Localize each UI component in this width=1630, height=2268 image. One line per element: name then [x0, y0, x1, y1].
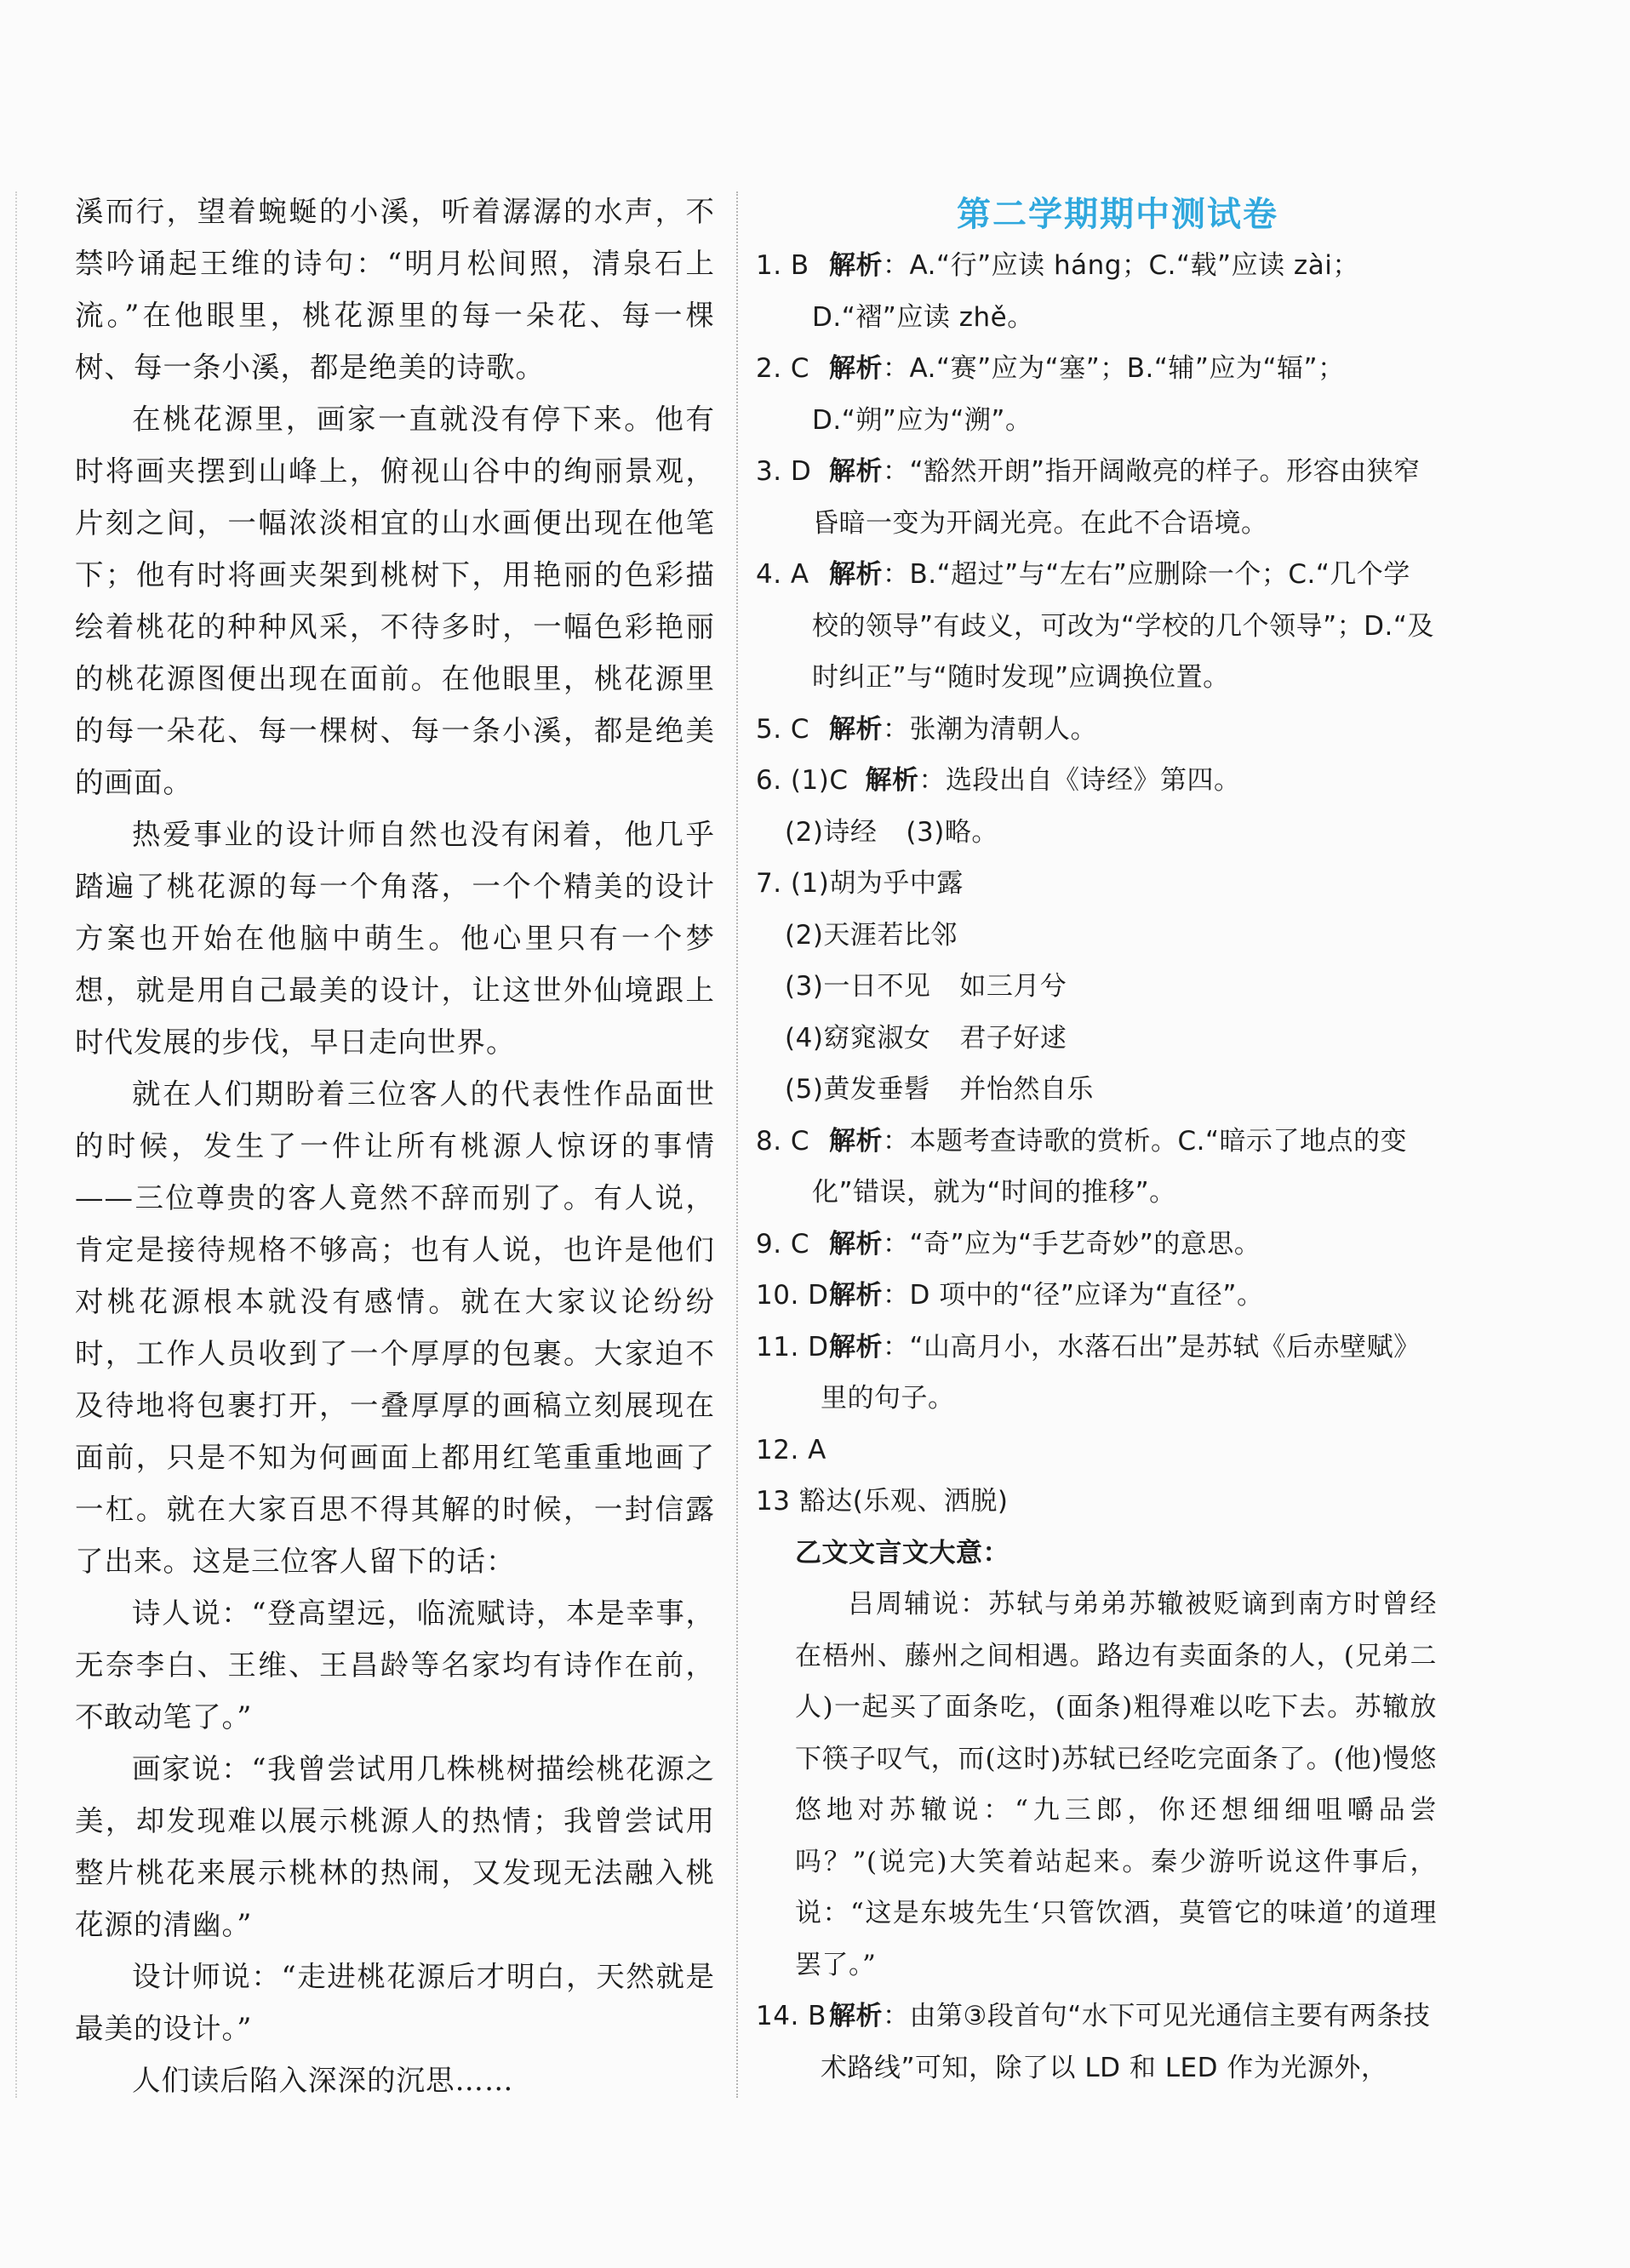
answer-body	[821, 1991, 1437, 2094]
answer-body	[812, 240, 1437, 343]
answer-number: 10. D	[756, 1280, 829, 1311]
paragraph: 就在人们期盼着三位客人的代表性作品面世的时候，发生了一件让所有桃源人惊讶的事情——三位尊贵的客人竟然不辞而别了。有人说，肯定是接待规格不够高；也有人说，也许是他们对桃花源根本就没有感情。就在大家议论纷纷时，工作人员收到了一个厚厚的包裹。大家迫不及待地将包裹打开，一叠厚厚的画稿立刻展现在面前，只是不知为何画面上都用红笔重重地画了一杠。就在大家百思不得其解的时候，一封信露了出来。这是三位客人留下的话：	[75, 1077, 715, 1578]
answer-item	[756, 858, 1437, 910]
answer-item	[756, 549, 1437, 704]
left-column-text	[75, 186, 715, 2106]
analysis-tag: 解析	[829, 250, 883, 281]
answer-number: 2. C	[756, 353, 810, 384]
answer-body	[812, 1219, 1437, 1271]
answer-body	[849, 755, 1438, 807]
answer-number: 9. C	[756, 1228, 810, 1260]
analysis-text: ：张潮为清朝人。	[883, 713, 1097, 745]
answer-item	[756, 1270, 1437, 1322]
analysis-text: ：D 项中的“径”应译为“直径”。	[883, 1280, 1264, 1311]
paragraph: 画家说：“我曾尝试用几株桃树描绘桃花源之美，却发现难以展示桃源人的热情；我曾尝试用整片桃花来展示桃林的热闹，又发现无法融入桃花源的清幽。”	[75, 1752, 715, 1941]
analysis-tag: 解析	[865, 765, 919, 796]
column-divider	[736, 191, 738, 2098]
analysis-tag: 解析	[829, 353, 883, 384]
answer-number: 12. A	[756, 1434, 826, 1465]
answer-body	[821, 1322, 1437, 1425]
sub-answer-text: (5)黄发垂髫	[785, 1074, 931, 1105]
analysis-tag: 解析	[829, 1280, 883, 1311]
answer-body	[812, 446, 1437, 549]
analysis-text: ：选段出自《诗经》第四。	[918, 765, 1241, 796]
answer-number: 11. D	[756, 1331, 829, 1363]
answer-number: 6. (1)C	[756, 765, 849, 796]
sub-answer-text: (3)一日不见	[785, 971, 931, 1002]
answer-body	[812, 549, 1437, 704]
sub-answer-text: (4)窈窕淑女	[785, 1022, 931, 1054]
analysis-tag: 解析	[829, 713, 883, 745]
analysis-tag: 解析	[829, 1331, 883, 1363]
analysis-text: ：“奇”应为“手艺奇妙”的意思。	[883, 1228, 1261, 1260]
answer-number: 14. B	[756, 2001, 826, 2031]
answer-item	[756, 240, 1437, 343]
paragraph: 诗人说：“登高望远，临流赋诗，本是幸事，无奈李白、王维、王昌龄等名家均有诗作在前，不敢动笔了。”	[75, 1597, 715, 1734]
paragraph: 热爱事业的设计师自然也没有闲着，他几乎踏遍了桃花源的每一个角落，一个个精美的设计方案也开始在他脑中萌生。他心里只有一个梦想，就是用自己最美的设计，让这世外仙境跟上时代发展的步伐，早日走向世界。	[75, 818, 715, 1059]
sub-answer	[756, 807, 1437, 859]
analysis-text: ：本题考查诗歌的赏析。C.“暗示了地点的变化”错误，就为“时间的推移”。	[812, 1125, 1408, 1208]
answer-body	[821, 1270, 1437, 1322]
answer-number: 1. B	[756, 250, 809, 281]
translation-paragraph: 吕周辅说：苏轼与弟弟苏辙被贬谪到南方时曾经在梧州、藤州之间相遇。路边有卖面条的人，(兄弟二人)一起买了面条吃，(面条)粗得难以吃下去。苏辙放下筷子叹气，而(这时)苏轼已经吃完面条了。(他)慢悠悠地对苏辙说：“九三郎，你还想细细咀嚼品尝吗？”(说完)大笑着站起来。秦少游听说这件事后，说：“这是东坡先生‘只管饮酒，莫管它的味道’的道理罢了。”	[795, 1589, 1437, 1980]
page-edge-line	[15, 191, 17, 2098]
paragraph: 在桃花源里，画家一直就没有停下来。他有时将画夹摆到山峰上，俯视山谷中的绚丽景观，片刻之间，一幅浓淡相宜的山水画便出现在他笔下；他有时将画夹架到桃树下，用艳丽的色彩描绘着桃花的种种风采，不待多时，一幅色彩艳丽的桃花源图便出现在面前。在他眼里，桃花源里的每一朵花、每一棵树、每一条小溪，都是绝美的画面。	[75, 403, 715, 799]
sub-answer-text: 君子好逑	[959, 1022, 1067, 1054]
answer-number: 13 豁达(乐观、洒脱)	[756, 1486, 1009, 1517]
answer-item	[756, 1425, 1437, 1477]
analysis-tag: 解析	[829, 1125, 883, 1157]
translation-heading: 乙文文言文大意：	[795, 1537, 1009, 1568]
answer-item	[756, 1322, 1437, 1425]
analysis-tag: 解析	[829, 559, 883, 590]
paragraph: 溪而行，望着蜿蜒的小溪，听着潺潺的水声，不禁吟诵起王维的诗句：“明月松间照，清泉石上流。”在他眼里，桃花源里的每一朵花、每一棵树、每一条小溪，都是绝美的诗歌。	[75, 195, 715, 384]
answer-body	[812, 704, 1437, 756]
sub-answer-text: (3)略。	[906, 816, 998, 848]
answer-number: 7. (1)胡为乎中露	[756, 868, 964, 899]
answer-number: 3. D	[756, 456, 812, 487]
analysis-text: ：A.“行”应读 háng；C.“载”应读 zài；D.“褶”应读 zhě。	[812, 250, 1359, 333]
analysis-text: ：由第③段首句“水下可见光通信主要有两条技术路线”可知，除了以 LD 和 LED 作为光源外，	[821, 2001, 1431, 2083]
answer-number: 8. C	[756, 1125, 810, 1157]
sub-answer	[756, 961, 1437, 1013]
sub-answer	[756, 1013, 1437, 1065]
sub-answer-text: 如三月兮	[959, 971, 1067, 1002]
sub-answer	[756, 1064, 1437, 1116]
answer-item	[756, 1219, 1437, 1271]
answer-item	[756, 755, 1437, 807]
analysis-text: ：B.“超过”与“左右”应删除一个；C.“几个学校的领导”有歧义，可改为“学校的几个领导”；D.“及时纠正”与“随时发现”应调换位置。	[812, 559, 1434, 693]
right-column-answers	[756, 189, 1437, 2094]
sub-answer-text: 并怡然自乐	[959, 1074, 1094, 1105]
answer-item	[756, 1476, 1437, 1528]
answer-number: 4. A	[756, 559, 809, 590]
answer-item	[756, 704, 1437, 756]
sub-answer: (2)天涯若比邻	[785, 919, 958, 951]
analysis-text: ：“山高月小，水落石出”是苏轼《后赤壁赋》里的句子。	[821, 1331, 1421, 1414]
analysis-tag: 解析	[829, 456, 883, 487]
analysis-text: ：A.“赛”应为“塞”；B.“辅”应为“辐”；D.“朔”应为“溯”。	[812, 353, 1345, 436]
analysis-tag: 解析	[829, 2001, 883, 2031]
analysis-tag: 解析	[829, 1228, 883, 1260]
sub-answer-text: (2)诗经	[785, 816, 878, 848]
section-title: 第二学期期中测试卷	[957, 195, 1278, 234]
answer-item	[756, 446, 1437, 549]
answer-body	[812, 1116, 1437, 1219]
answer-item	[756, 1116, 1437, 1219]
answer-item	[756, 343, 1437, 446]
paragraph: 人们读后陷入深深的沉思……	[132, 2064, 514, 2097]
answer-body	[812, 343, 1437, 446]
answer-item	[756, 1991, 1437, 2094]
answer-number: 5. C	[756, 713, 810, 745]
paragraph: 设计师说：“走进桃花源后才明白，天然就是最美的设计。”	[75, 1960, 715, 2045]
analysis-text: ：“豁然开朗”指开阔敞亮的样子。形容由狭窄昏暗一变为开阔光亮。在此不合语境。	[812, 456, 1421, 539]
